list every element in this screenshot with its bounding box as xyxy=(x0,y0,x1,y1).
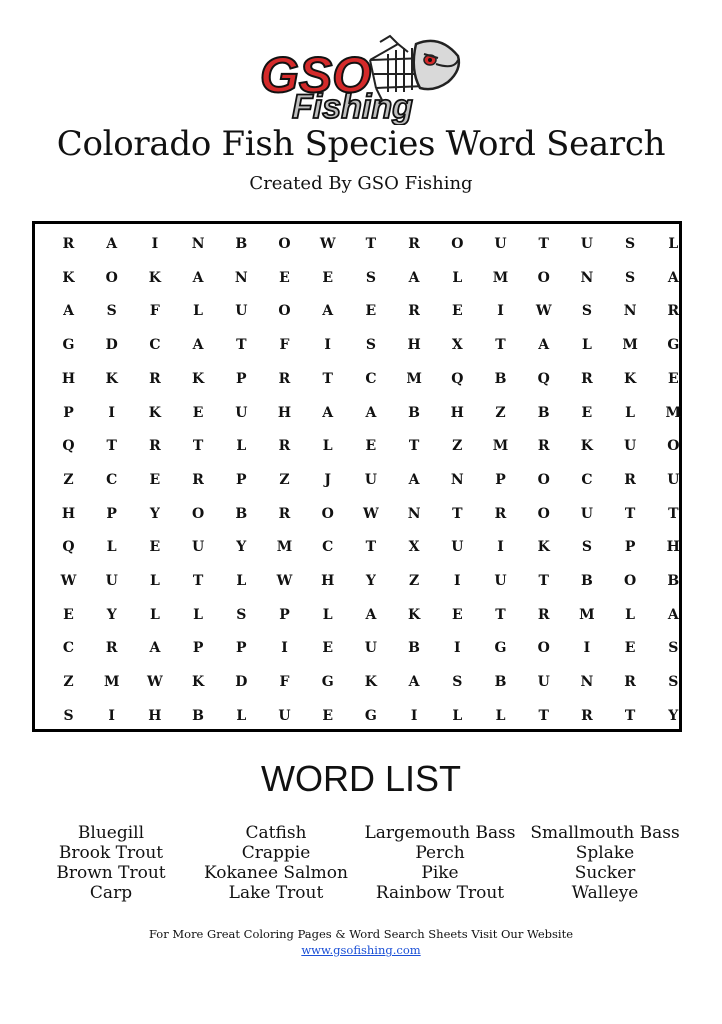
grid-letter: Z xyxy=(63,674,74,691)
grid-letter: S xyxy=(452,674,463,691)
word-column-2 xyxy=(186,823,366,903)
grid-letter: S xyxy=(365,337,376,354)
grid-letter: P xyxy=(192,640,204,657)
grid-letter: Q xyxy=(537,370,550,387)
grid-letter: L xyxy=(236,707,247,724)
grid-letter: D xyxy=(235,674,248,691)
grid-letter: Z xyxy=(495,404,506,421)
grid-letter: H xyxy=(148,707,162,724)
word-carp: Carp xyxy=(89,883,133,903)
grid-letter: A xyxy=(322,404,334,421)
grid-letter: T xyxy=(624,707,636,724)
word-sucker: Sucker xyxy=(574,863,636,883)
grid-letter: R xyxy=(62,236,75,252)
grid-letter: N xyxy=(191,236,205,252)
grid-letter: U xyxy=(537,674,550,691)
grid-letter: P xyxy=(106,505,117,522)
footer-link-row xyxy=(0,942,722,958)
grid-letter: M xyxy=(103,674,120,691)
grid-letter: X xyxy=(451,337,463,354)
grid-letter: O xyxy=(537,269,550,286)
grid-letter: Y xyxy=(106,606,117,623)
grid-letter: W xyxy=(147,674,163,691)
grid-letter: P xyxy=(236,471,247,488)
grid-letter: A xyxy=(365,606,377,623)
grid-letter: Y xyxy=(236,539,247,556)
grid-letter: C xyxy=(581,471,593,488)
grid-letter: S xyxy=(625,236,636,252)
grid-letter: P xyxy=(279,606,290,623)
grid-letter: K xyxy=(408,606,421,623)
grid-letter: A xyxy=(538,337,550,354)
grid-letter: I xyxy=(324,337,331,354)
word-column-4 xyxy=(515,823,695,903)
grid-letter: L xyxy=(625,606,636,623)
word-pike: Pike xyxy=(421,863,459,883)
grid-letter: H xyxy=(61,505,76,522)
grid-letter: T xyxy=(322,370,333,387)
grid-letter: T xyxy=(538,236,549,252)
grid-letter: U xyxy=(494,236,507,252)
word-splake: Splake xyxy=(575,843,635,863)
grid-letter: T xyxy=(192,573,204,589)
grid-letter: K xyxy=(148,404,161,421)
grid-letter: L xyxy=(149,573,160,589)
grid-letter: E xyxy=(624,640,636,657)
grid-letter: S xyxy=(581,303,592,320)
grid-letter: A xyxy=(192,337,204,354)
grid-letter: U xyxy=(235,404,248,421)
grid-letter: G xyxy=(62,337,75,354)
grid-letter: B xyxy=(580,573,593,589)
grid-letter: T xyxy=(538,573,549,589)
grid-letter: O xyxy=(451,236,464,252)
grid-letter: E xyxy=(63,606,74,623)
grid-letter: A xyxy=(408,471,420,488)
grid-letter: I xyxy=(108,404,115,421)
grid-letter: T xyxy=(408,438,420,455)
grid-letter: C xyxy=(149,337,161,354)
grid-letter: H xyxy=(61,370,76,387)
grid-letter: E xyxy=(192,404,204,421)
grid-letter: E xyxy=(667,370,679,387)
grid-letter: L xyxy=(106,539,117,556)
grid-letter: S xyxy=(106,303,117,320)
grid-letter: K xyxy=(148,269,161,286)
word-brown-trout: Brown Trout xyxy=(56,863,166,883)
grid-letter: L xyxy=(236,438,247,455)
grid-letter: I xyxy=(108,707,115,724)
grid-letter: W xyxy=(60,573,77,589)
grid-letter: E xyxy=(451,303,463,320)
grid-letter: R xyxy=(278,370,291,387)
grid-letter: W xyxy=(319,236,336,252)
grid-letter: U xyxy=(191,539,205,556)
grid-letter: N xyxy=(580,269,594,286)
grid-letter: K xyxy=(624,370,637,387)
grid-letter: R xyxy=(408,236,420,252)
grid-letter: N xyxy=(407,505,421,522)
grid-letter: L xyxy=(668,236,679,252)
grid-letter: O xyxy=(537,505,550,522)
grid-letter: I xyxy=(454,573,461,589)
grid-letter: G xyxy=(494,640,507,657)
grid-letter: E xyxy=(581,404,593,421)
grid-letter: T xyxy=(624,505,636,522)
grid-letter: U xyxy=(494,573,507,589)
grid-letter: E xyxy=(322,269,334,286)
grid-letter: K xyxy=(537,539,550,556)
grid-letter: I xyxy=(497,539,504,556)
grid-letter: A xyxy=(365,404,377,421)
grid-letter: R xyxy=(537,606,550,623)
grid-letter: S xyxy=(625,269,636,286)
grid-letter: L xyxy=(581,337,592,354)
word-crappie: Crappie xyxy=(241,843,311,863)
grid-letter: R xyxy=(149,438,161,455)
grid-letter: L xyxy=(149,606,160,623)
grid-letter: P xyxy=(236,640,247,657)
grid-letter: F xyxy=(279,674,290,691)
grid-letter: B xyxy=(494,674,507,691)
grid-letter: F xyxy=(149,303,160,320)
word-smallmouth-bass: Smallmouth Bass xyxy=(530,823,680,843)
grid-letter: R xyxy=(624,471,636,488)
footer-text: For More Great Coloring Pages & Word Search Sheets Visit Our Website xyxy=(148,927,574,941)
grid-letter: Z xyxy=(63,471,74,488)
grid-letter: C xyxy=(106,471,118,488)
grid-letter: T xyxy=(365,539,377,556)
grid-letter: C xyxy=(365,370,377,387)
grid-letter: Y xyxy=(149,505,160,522)
grid-letter: K xyxy=(62,269,75,286)
grid-letter: T xyxy=(236,337,247,354)
grid-letter: I xyxy=(410,707,418,724)
grid-letter: L xyxy=(495,707,506,724)
word-walleye: Walleye xyxy=(571,883,639,903)
word-catfish: Catfish xyxy=(245,823,307,843)
grid-letter: A xyxy=(408,674,420,691)
word-kokanee-salmon: Kokanee Salmon xyxy=(204,863,348,883)
grid-letter: H xyxy=(450,404,464,421)
grid-letter: I xyxy=(454,640,461,657)
grid-letter: N xyxy=(234,269,248,286)
grid-letter: P xyxy=(624,539,636,556)
word-brook-trout: Brook Trout xyxy=(58,843,164,863)
grid-letter: E xyxy=(149,539,161,556)
grid-letter: B xyxy=(235,236,248,252)
grid-letter: A xyxy=(667,606,679,623)
grid-letter: M xyxy=(492,438,509,455)
grid-letter: R xyxy=(105,640,118,657)
grid-letter: U xyxy=(580,236,593,252)
gso-fishing-logo xyxy=(258,30,464,125)
grid-letter: W xyxy=(535,303,552,320)
grid-letter: A xyxy=(149,640,161,657)
word-lake-trout: Lake Trout xyxy=(228,883,324,903)
grid-letter: T xyxy=(452,505,463,522)
grid-letter: A xyxy=(667,269,679,286)
grid-letter: U xyxy=(364,471,377,488)
grid-letter: M xyxy=(579,606,595,623)
grid-letter: R xyxy=(667,303,680,320)
grid-letter: I xyxy=(281,640,288,657)
grid-letter: E xyxy=(322,707,334,724)
grid-letter: A xyxy=(106,236,118,252)
grid-letter: A xyxy=(408,269,420,286)
grid-letter: S xyxy=(236,606,247,623)
grid-letter: A xyxy=(322,303,334,320)
grid-letter: Z xyxy=(279,471,290,488)
grid-letter: L xyxy=(193,303,204,320)
grid-letter: L xyxy=(625,404,636,421)
grid-letter: H xyxy=(321,573,335,589)
grid-letter: D xyxy=(105,337,118,354)
grid-letter: R xyxy=(278,438,291,455)
grid-letter: X xyxy=(408,539,420,556)
page-subtitle: Created By GSO Fishing xyxy=(249,173,473,194)
grid-letter: K xyxy=(580,438,593,455)
grid-letter: U xyxy=(623,438,637,455)
grid-letter: W xyxy=(363,505,379,522)
grid-letter: N xyxy=(623,303,637,320)
grid-letter: A xyxy=(63,303,74,320)
grid-letter: C xyxy=(322,539,334,556)
grid-letter: N xyxy=(580,674,594,691)
grid-letter: T xyxy=(495,337,506,354)
word-largemouth-bass: Largemouth Bass xyxy=(364,823,516,843)
grid-letter: N xyxy=(450,471,464,488)
grid-letter: O xyxy=(667,438,680,455)
grid-letter: T xyxy=(365,236,377,252)
grid-letter: B xyxy=(494,370,507,387)
grid-letter: B xyxy=(408,640,421,657)
grid-letter: P xyxy=(495,471,506,488)
grid-letter: U xyxy=(235,303,248,320)
grid-letter: B xyxy=(667,573,680,589)
grid-letter: Q xyxy=(451,370,464,387)
grid-letter: L xyxy=(193,606,204,623)
grid-letter: O xyxy=(321,505,334,522)
grid-letter: I xyxy=(583,640,591,657)
grid-letter: T xyxy=(495,606,506,623)
grid-letter: K xyxy=(192,674,205,691)
grid-letter: I xyxy=(151,236,159,252)
grid-letter: L xyxy=(452,707,463,724)
grid-letter: T xyxy=(668,505,679,522)
logo-fishing-text: Fishing xyxy=(292,88,413,125)
website-link[interactable]: www.gsofishing.com xyxy=(301,943,421,957)
grid-letter: S xyxy=(63,707,74,724)
grid-letter: O xyxy=(537,640,550,657)
grid-letter: P xyxy=(63,404,74,421)
grid-letter: B xyxy=(192,707,205,724)
grid-letter: S xyxy=(668,640,679,657)
word-perch: Perch xyxy=(415,843,465,863)
grid-letter: T xyxy=(106,438,117,455)
grid-letter: O xyxy=(623,573,637,589)
word-list-heading: WORD LIST xyxy=(260,758,461,799)
grid-letter: U xyxy=(105,573,118,589)
grid-letter: O xyxy=(191,505,205,522)
grid-letter: R xyxy=(408,303,420,320)
grid-letter: Y xyxy=(365,573,376,589)
grid-letter: W xyxy=(276,573,293,589)
grid-letter: A xyxy=(192,269,204,286)
word-search-grid xyxy=(32,221,682,732)
grid-letter: R xyxy=(581,707,593,724)
grid-letter: C xyxy=(62,640,75,657)
grid-letter: T xyxy=(538,707,549,724)
grid-letter: Q xyxy=(62,438,75,455)
grid-letter: E xyxy=(365,438,377,455)
grid-letter: S xyxy=(365,269,376,286)
grid-letter: O xyxy=(537,471,550,488)
grid-letter: U xyxy=(451,539,464,556)
grid-letter: F xyxy=(279,337,290,354)
grid-letter: K xyxy=(105,370,118,387)
grid-letter: R xyxy=(581,370,593,387)
grid-letter: H xyxy=(277,404,292,421)
word-rainbow-trout: Rainbow Trout xyxy=(375,883,505,903)
grid-letter: Y xyxy=(668,707,679,724)
grid-letter: O xyxy=(278,236,291,252)
grid-letter: R xyxy=(149,370,161,387)
grid-letter: G xyxy=(321,674,334,691)
grid-letter: G xyxy=(667,337,680,354)
grid-letter: R xyxy=(624,674,636,691)
grid-letter: Z xyxy=(452,438,463,455)
grid-letter: E xyxy=(149,471,161,488)
grid-letter: G xyxy=(364,707,377,724)
grid-letter: M xyxy=(622,337,638,354)
grid-letter: J xyxy=(324,471,331,488)
grid-letter: L xyxy=(322,438,333,455)
grid-letter: B xyxy=(408,404,421,421)
grid-letter: K xyxy=(364,674,377,691)
grid-letter: R xyxy=(278,505,291,522)
grid-letter: S xyxy=(581,539,592,556)
grid-letter: O xyxy=(105,269,118,286)
grid-letter: R xyxy=(537,438,550,455)
grid-letter: L xyxy=(236,573,247,589)
word-column-3 xyxy=(350,823,530,903)
grid-letter: M xyxy=(492,269,509,286)
grid-letter: Q xyxy=(62,539,75,556)
grid-letter: E xyxy=(451,606,463,623)
grid-letter: E xyxy=(365,303,377,320)
grid-letter: M xyxy=(665,404,682,421)
logo-gso-text: GSO xyxy=(260,47,372,103)
page-title: Colorado Fish Species Word Search xyxy=(56,124,666,164)
grid-letter: M xyxy=(276,539,293,556)
grid-letter: B xyxy=(235,505,248,522)
grid-letter: L xyxy=(322,606,333,623)
grid-letter: U xyxy=(278,707,291,724)
word-column-1 xyxy=(21,823,201,903)
fish-skeleton-logo-icon xyxy=(258,30,464,125)
grid-letter: O xyxy=(278,303,291,320)
grid-letter: U xyxy=(667,471,680,488)
grid-letter: I xyxy=(497,303,504,320)
grid-letter: H xyxy=(666,539,680,556)
grid-letter: S xyxy=(668,674,679,691)
grid-letter: B xyxy=(537,404,550,421)
grid-letter: H xyxy=(407,337,421,354)
grid-letter: T xyxy=(192,438,204,455)
grid-letter: K xyxy=(192,370,205,387)
grid-letter: L xyxy=(452,269,463,286)
grid-letter: P xyxy=(236,370,247,387)
grid-letter: Z xyxy=(408,573,420,589)
grid-letter: U xyxy=(580,505,593,522)
word-bluegill: Bluegill xyxy=(77,823,145,843)
grid-letter: R xyxy=(494,505,507,522)
grid-letter: E xyxy=(322,640,334,657)
grid-letter: M xyxy=(406,370,422,387)
grid-letter: R xyxy=(192,471,204,488)
grid-letter: U xyxy=(364,640,377,657)
grid-letter: E xyxy=(279,269,290,286)
